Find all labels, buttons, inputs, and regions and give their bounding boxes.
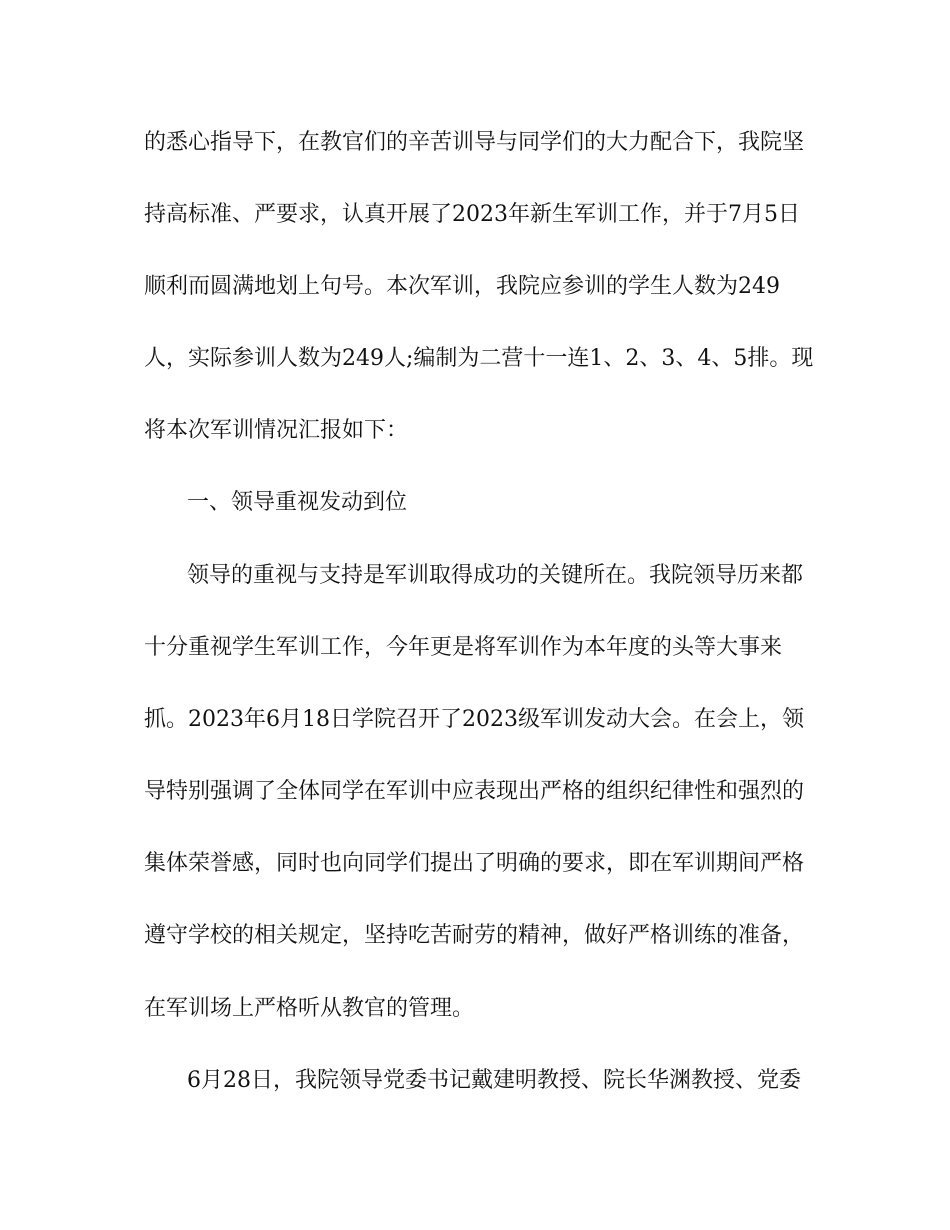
- text-line: 持高标准、严要求，认真开展了2023年新生军训工作，并于7月5日: [144, 202, 800, 227]
- heading-line: 一、领导重视发动到位: [187, 490, 408, 515]
- text-line: 的悉心指导下，在教官们的辛苦训导与同学们的大力配合下，我院坚: [144, 130, 805, 155]
- text-line: 将本次军训情况汇报如下：: [144, 418, 409, 443]
- text-line: 顺利而圆满地划上句号。本次军训，我院应参训的学生人数为249: [144, 274, 780, 299]
- text-line: 集体荣誉感，同时也向同学们提出了明确的要求，即在军训期间严格: [144, 851, 805, 876]
- text-line: 人，实际参训人数为249人;编制为二营十一连1、2、3、4、5排。现: [144, 346, 814, 371]
- text-line: 遵守学校的相关规定，坚持吃苦耐劳的精神，做好严格训练的准备，: [144, 923, 805, 948]
- text-line: 十分重视学生军训工作，今年更是将军训作为本年度的头等大事来: [144, 635, 783, 660]
- text-line: 抓。2023年6月18日学院召开了2023级军训发动大会。在会上，领: [144, 707, 804, 732]
- text-line: 在军训场上严格听从教官的管理。: [144, 996, 475, 1021]
- text-line: 6月28日，我院领导党委书记戴建明教授、院长华渊教授、党委: [187, 1068, 801, 1093]
- text-line: 导特别强调了全体同学在军训中应表现出严格的组织纪律性和强烈的: [144, 779, 805, 804]
- text-line: 领导的重视与支持是军训取得成功的关键所在。我院领导历来都: [187, 563, 804, 588]
